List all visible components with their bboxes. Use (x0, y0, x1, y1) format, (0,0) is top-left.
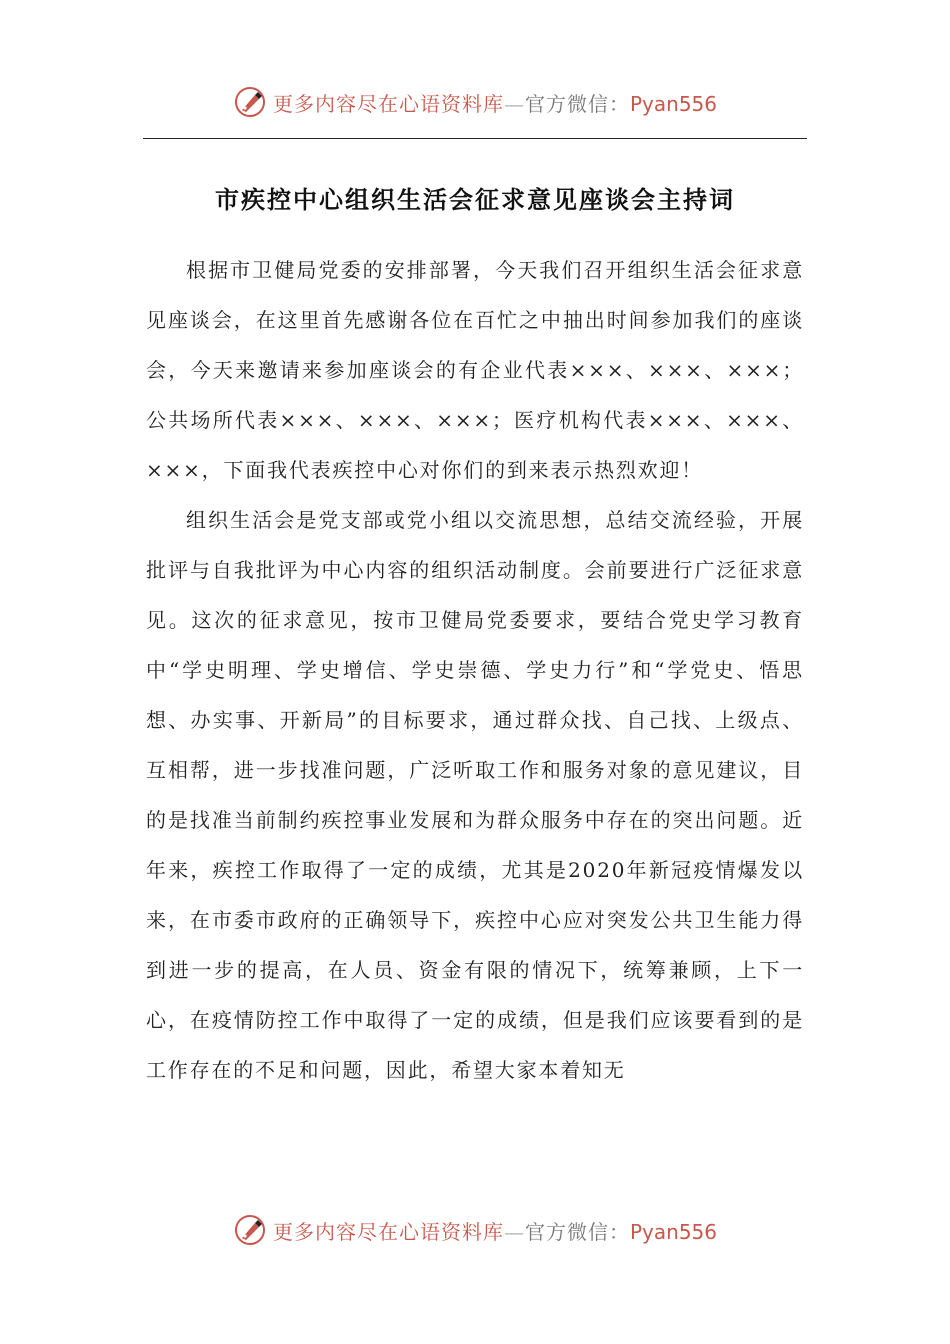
header-brand-text: 更多内容尽在心语资料库 (272, 91, 504, 116)
header-rule (143, 138, 807, 139)
footer-banner (0, 1210, 950, 1250)
header-banner (0, 82, 950, 122)
footer-brand-text: 更多内容尽在心语资料库 (272, 1219, 504, 1244)
footer-banner-text (273, 1216, 717, 1245)
header-wechat-id: Pyan556 (629, 91, 717, 116)
header-banner-text (273, 88, 717, 117)
paragraph-2: 组织生活会是党支部或党小组以交流思想，总结交流经验，开展批评与自我批评为中心内容的组织活动制度。会前要进行广泛征求意见。这次的征求意见，按市卫健局党委要求，要结合党史学习教育中“学史明理、学史增信、学史崇德、学史力行”和“学党史、悟思想、办实事、开新局”的目标要求，通过群众找、自己找、上级点、互相帮，进一步找准问题，广泛听取工作和服务对象的意见建议，目的是找准当前制约疾控事业发展和为群众服务中存在的突出问题。近年来，疾控工作取得了一定的成绩，尤其是2020年新冠疫情爆发以来，在市委市政府的正确领导下，疾控中心应对突发公共卫生能力得到进一步的提高，在人员、资金有限的情况下，统筹兼顾，上下一心，在疫情防控工作中取得了一定的成绩，但是我们应该要看到的是工作存在的不足和问题，因此，希望大家本着知无 (146, 508, 804, 1082)
document-title: 市疾控中心组织生活会征求意见座谈会主持词 (215, 185, 735, 214)
document-body (146, 245, 804, 1095)
pen-nib-logo-icon (233, 85, 267, 119)
footer-dash: — (503, 1219, 525, 1244)
header-wechat-label: 官方微信： (524, 91, 630, 116)
header-dash: — (503, 91, 525, 116)
footer-wechat-label: 官方微信： (524, 1219, 630, 1244)
paragraph-1: 根据市卫健局党委的安排部署，今天我们召开组织生活会征求意见座谈会，在这里首先感谢各位在百忙之中抽出时间参加我们的座谈会，今天来邀请来参加座谈会的有企业代表×××、×××、×××；公共场所代表×××、×××、×××；医疗机构代表×××、×××、×××，下面我代表疾控中心对你们的到来表示热烈欢迎！ (146, 258, 804, 482)
pen-nib-logo-icon (233, 1213, 267, 1247)
footer-wechat-id: Pyan556 (629, 1219, 717, 1244)
